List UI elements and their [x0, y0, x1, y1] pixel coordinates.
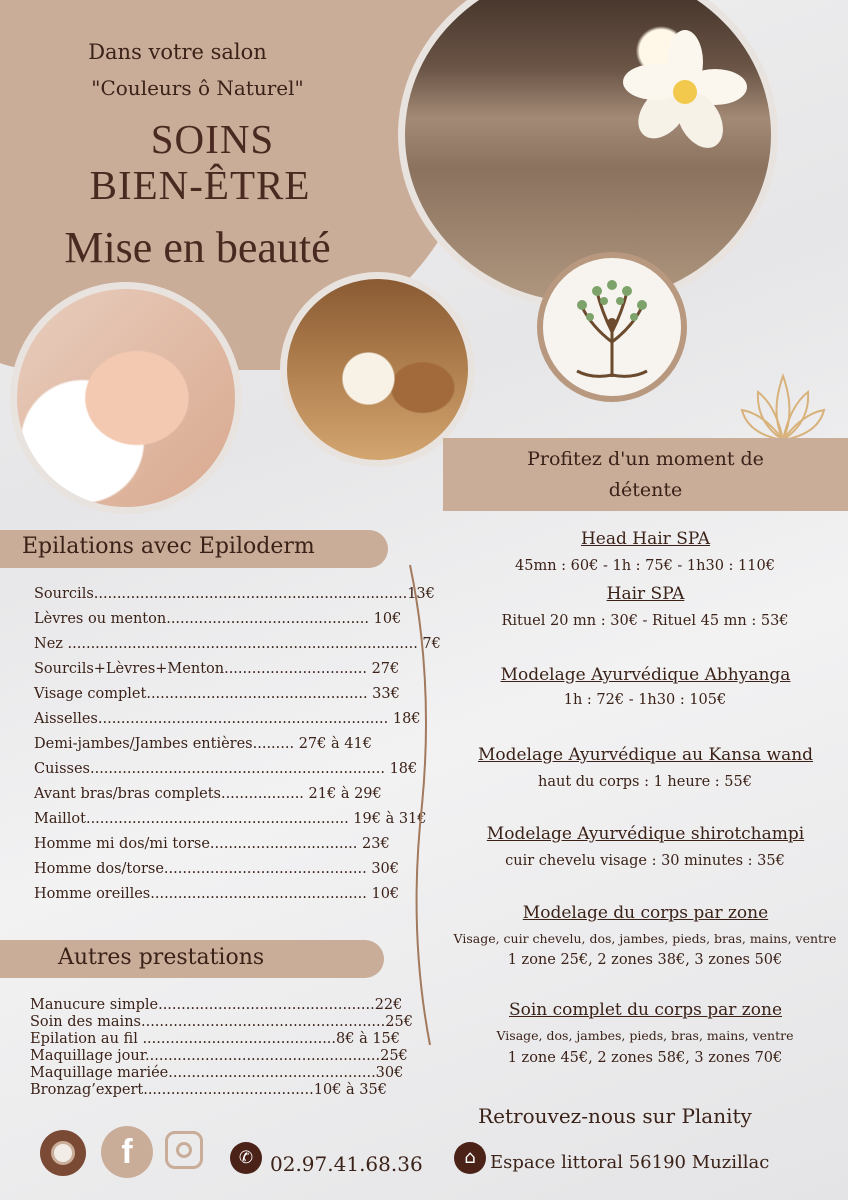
price-item-aisselles: Aisselles............................................................... 18€ [34, 711, 421, 727]
price-item-nez: Nez ............................................................................ 7€ [34, 636, 441, 652]
service-title-complet: Soin complet du corps par zone [508, 1000, 783, 1020]
price-item-sourcils-levres-menton: Sourcils+Lèvres+Menton............................... 27€ [34, 661, 400, 677]
web-icon[interactable] [40, 1130, 86, 1176]
price-item-levres: Lèvres ou menton............................................ 10€ [34, 611, 402, 627]
service-title-abhyanga: Modelage Ayurvédique Abhyanga [500, 665, 791, 685]
service-prices-head-hair-spa: 45mn : 60€ - 1h : 75€ - 1h30 : 110€ [515, 558, 775, 574]
service-prices-kansa: haut du corps : 1 heure : 55€ [538, 774, 752, 790]
service-title-shirotchampi: Modelage Ayurvédique shirotchampi [486, 824, 805, 844]
facebook-icon[interactable]: f [101, 1126, 153, 1178]
epilations-title: Epilations avec Epiloderm [22, 534, 315, 559]
service-title-kansa: Modelage Ayurvédique au Kansa wand [477, 745, 814, 765]
page-title-line1: SOINS [150, 116, 275, 162]
planity-text: Retrouvez-nous sur Planity [478, 1104, 752, 1128]
price-item-jambes: Demi-jambes/Jambes entières......... 27€ à 41€ [34, 736, 372, 752]
price-item-sourcils: Sourcils....................................................................13€ [34, 586, 435, 602]
page-subtitle: Mise en beauté [64, 223, 331, 272]
price-item-maillot: Maillot......................................................... 19€ à 31€ [34, 811, 427, 827]
tree-logo-icon [537, 252, 687, 402]
price-item-homme-oreilles: Homme oreilles............................................... 10€ [34, 886, 400, 902]
profitez-text [443, 444, 848, 506]
service-title-zone: Modelage du corps par zone [522, 903, 769, 923]
price-item-maquillage-mariee: Maquillage mariée.............................................30€ [30, 1065, 404, 1081]
phone-number[interactable]: 02.97.41.68.36 [270, 1152, 423, 1176]
service-desc-complet: Visage, dos, jambes, pieds, bras, mains, ventre [496, 1028, 794, 1043]
price-item-bras: Avant bras/bras complets.................. 21€ à 29€ [34, 786, 382, 802]
service-prices-abhyanga: 1h : 72€ - 1h30 : 105€ [563, 692, 727, 708]
service-prices-zone: 1 zone 25€, 2 zones 38€, 3 zones 50€ [507, 952, 783, 968]
price-item-epilation-fil: Epilation au fil ..........................................8€ à 15€ [30, 1031, 401, 1047]
service-desc-zone: Visage, cuir chevelu, dos, jambes, pieds, bras, mains, ventre [453, 931, 837, 946]
price-item-soin-mains: Soin des mains.....................................................25€ [30, 1014, 413, 1030]
service-title-hair-spa: Hair SPA [606, 584, 685, 604]
lotus-icon [740, 372, 826, 444]
price-item-manucure: Manucure simple...............................................22€ [30, 997, 403, 1013]
salon-name: "Couleurs ô Naturel" [91, 76, 304, 100]
address: Espace littoral 56190 Muzillac [490, 1152, 770, 1173]
phone-icon: ✆ [230, 1142, 262, 1174]
price-item-visage: Visage complet................................................ 33€ [34, 686, 400, 702]
service-prices-complet: 1 zone 45€, 2 zones 58€, 3 zones 70€ [507, 1050, 783, 1066]
salon-intro: Dans votre salon [88, 40, 267, 64]
autres-title: Autres prestations [58, 945, 265, 970]
facial-treatment-photo [10, 282, 242, 514]
home-icon: ⌂ [454, 1142, 486, 1174]
service-prices-shirotchampi: cuir chevelu visage : 30 minutes : 35€ [505, 853, 785, 869]
service-prices-hair-spa: Rituel 20 mn : 30€ - Rituel 45 mn : 53€ [501, 613, 789, 629]
instagram-icon[interactable] [165, 1131, 203, 1169]
price-item-bronzag: Bronzag’expert.....................................10€ à 35€ [30, 1082, 387, 1098]
price-item-homme-dos: Homme dos/torse............................................ 30€ [34, 861, 399, 877]
price-item-homme-mi-dos: Homme mi dos/mi torse................................ 23€ [34, 836, 390, 852]
service-title-head-hair-spa: Head Hair SPA [580, 529, 711, 549]
price-item-cuisses: Cuisses................................................................ 18€ [34, 761, 418, 777]
decorative-divider [400, 560, 440, 1050]
price-item-maquillage-jour: Maquillage jour...................................................25€ [30, 1048, 408, 1064]
page-title-line2: BIEN-ÊTRE [89, 162, 311, 208]
profitez-line2: détente [608, 479, 683, 501]
profitez-line1: Profitez d'un moment de [527, 448, 764, 470]
